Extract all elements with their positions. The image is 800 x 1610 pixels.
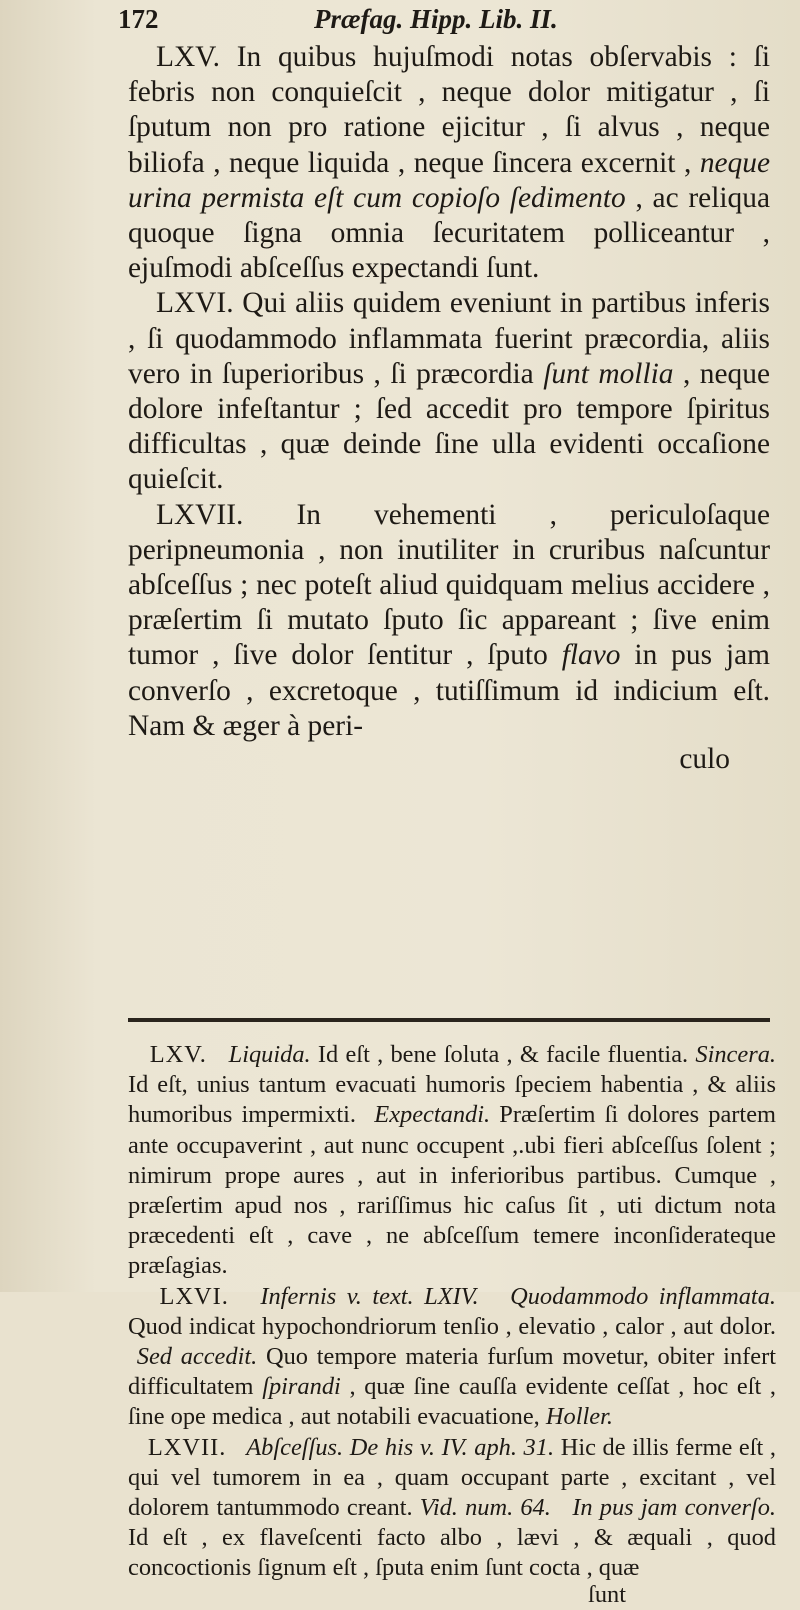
note-text: Id eſt , ex flaveſcenti facto albo , lævi , & æquali , quod concoctionis ſignum eſt , ſputa enim ſunt cocta , quæ (128, 1524, 776, 1582)
note-lxvii (128, 1433, 776, 1584)
note-reference: Vid. num. 64. (419, 1494, 551, 1522)
note-text: Quod indicat hypochondriorum tenſio , elevatio , calor , aut dolor. (128, 1312, 776, 1340)
note-text: Id eſt , bene ſoluta , & facile fluentia. (317, 1041, 689, 1068)
note-lemma: Expectandi. (374, 1101, 491, 1129)
paragraph-text: , ac reliqua quoque ſigna omnia ſecuritatem polliceantur , ejuſmodi abſceſſus expectandi ſunt. (128, 181, 770, 285)
note-text: Quo tempore materia furſum movetur, obiter infert difficultatem (128, 1343, 776, 1401)
paragraph-text: , neque dolore infeſtantur ; ſed accedit pro tempore ſpiritus difficultas , quæ deinde ſine ulla evidenti occaſione quieſcit. (128, 357, 770, 496)
paragraph-lxv (128, 40, 770, 286)
note-text: Præſertim ſi dolores partem ante occupaverint , aut nunc occupent ,.ubi fieri abſceſſus ſolent ; nimirum prope aures , aut in inferioribus partibus. Cumque , præſertim apud nos , rariſſimus hic caſus ſit , uti dictum nota præcedenti eſt , cave , ne abſceſſum temere inconſiderateque præſagias. (128, 1101, 776, 1280)
note-catchword: ſunt (588, 1580, 626, 1608)
paragraph-text: in pus jam converſo , excretoque , tutiſſimum id indicium eſt. Nam & æger à peri- (128, 639, 770, 742)
note-lemma: Sed accedit. (136, 1343, 258, 1371)
note-lemma: Quodammodo inflammata. (510, 1282, 776, 1310)
footnotes (128, 1040, 776, 1610)
page-header (118, 4, 678, 34)
main-text (128, 40, 770, 777)
note-italic: ſpirandi (262, 1373, 341, 1401)
note-text: Hic de illis ferme eſt , qui vel tumorem in ea , quam occupant parte , excitant , vel dolorem tantummodo creant. (128, 1433, 777, 1522)
divider-rule (128, 1018, 770, 1022)
paragraph-lxvi (128, 286, 770, 497)
note-number: LXVII. (147, 1433, 227, 1461)
paragraph-text: LXVII. In vehementi , periculoſaque peripneumonia , non inutiliter in cruribus naſcuntur abſceſſus ; nec poteſt aliud quidquam melius accidere , præſertim ſi mutato ſputo ſic appareant ; ſive enim tumor , ſive dolor ſentitur , ſputo (128, 498, 770, 672)
italic-phrase: ſunt mollia (543, 357, 674, 390)
note-text: Id eſt, unius tantum evacuati humoris ſpeciem habentia , & aliis humoribus impermixti. (128, 1071, 776, 1129)
note-text: , quæ ſine cauſſa evidente ceſſat , hoc eſt , ſine ope medica , aut notabili evacuatione, (128, 1373, 776, 1431)
catchword: culo (679, 743, 730, 776)
note-lemma: Sincera. (695, 1041, 776, 1068)
note-number: LXVI. (159, 1282, 229, 1310)
italic-phrase: flavo (561, 639, 621, 672)
note-number: LXV. (149, 1041, 207, 1068)
note-lemma: Liquida. (228, 1041, 311, 1068)
paragraph-lxvii (128, 498, 770, 744)
note-reference: Infernis v. text. LXIV. (260, 1282, 479, 1310)
note-lemma: Abſceſſus. De his v. IV. aph. 31. (246, 1433, 555, 1461)
paragraph-text: LXV. In quibus hujuſmodi notas obſervabis : ſi febris non conquieſcit , neque dolor mitigatur , ſi ſputum non pro ratione ejicitur , ſi alvus , neque biliofa , neque liquida , neque ſincera excernit , (128, 41, 770, 179)
note-lxvi (128, 1282, 776, 1433)
italic-phrase: neque urina permista eſt cum copioſo ſedimento (128, 146, 770, 214)
note-lxv (128, 1040, 776, 1282)
paragraph-text: LXVI. Qui aliis quidem eveniunt in partibus inferis , ſi quodammodo inflammata fuerint præcordia, aliis vero in ſuperioribus , ſi præcordia (128, 287, 770, 390)
note-author: Holler. (545, 1403, 613, 1431)
page-number: 172 (118, 4, 159, 34)
note-lemma: In pus jam converſo. (572, 1494, 777, 1522)
running-title: Præfag. Hipp. Lib. II. (314, 4, 558, 34)
